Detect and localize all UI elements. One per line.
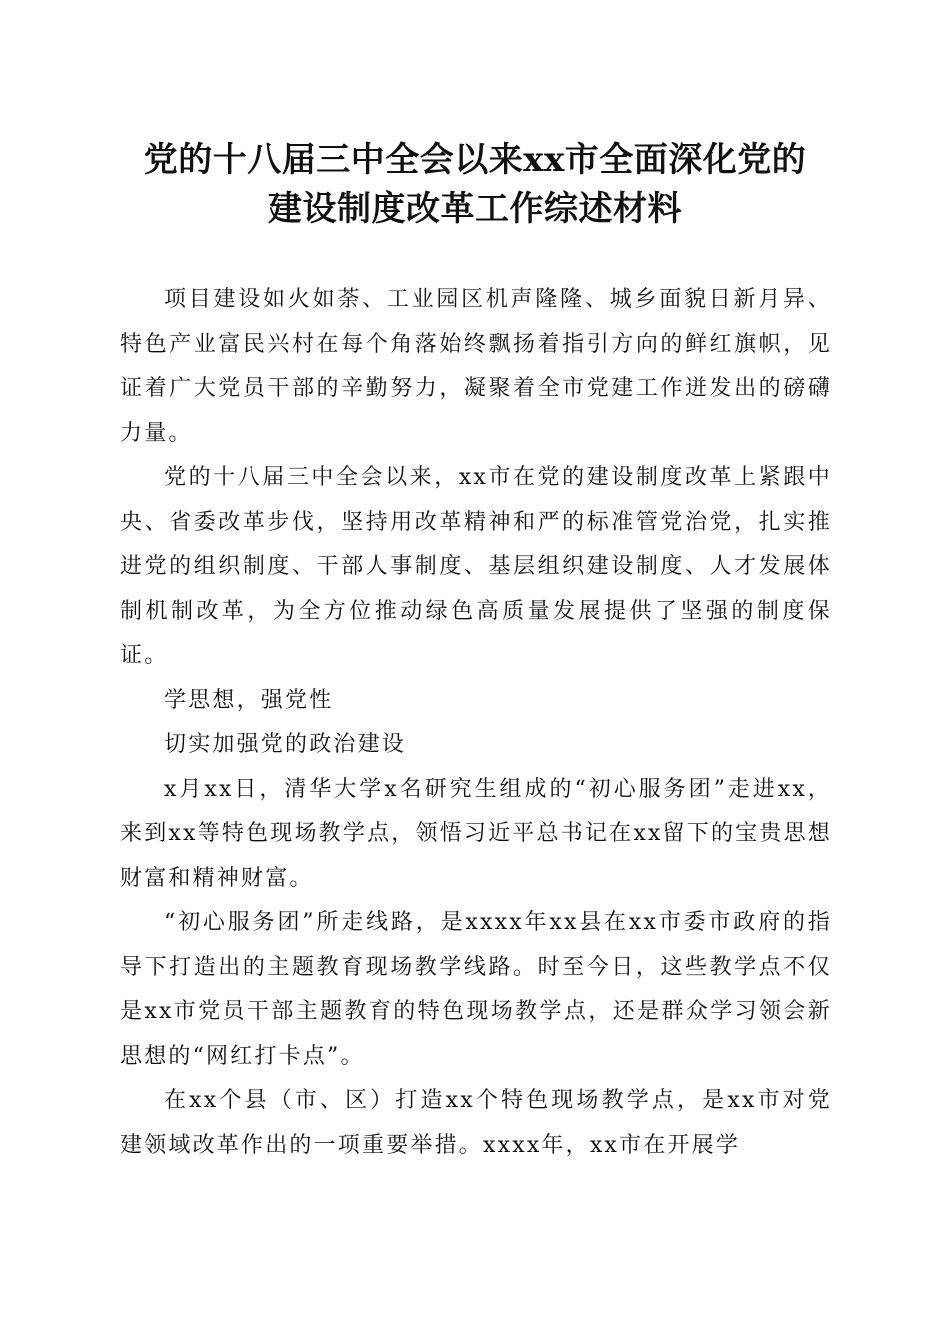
document-body [120,278,832,1168]
title-line-2: 建设制度改革工作综述材料 [268,189,682,229]
paragraph-service-team: x月xx日，清华大学x名研究生组成的“初心服务团”走进xx，来到xx等特色现场教学点，领悟习近平总书记在xx留下的宝贵思想财富和精神财富。 [120,776,832,891]
section-subheading: 切实加强党的政治建设 [164,732,407,757]
paragraph-teaching-points: 在xx个县（市、区）打造xx个特色现场教学点，是xx市对党建领域改革作出的一项重要举措。xxxx年，xx市在开展学 [120,1088,832,1158]
paragraph-overview: 党的十八届三中全会以来，xx市在党的建设制度改革上紧跟中央、省委改革步伐，坚持用改革精神和严的标准管党治党，扎实推进党的组织制度、干部人事制度、基层组织建设制度、人才发展体制机制改革，为全方位推动绿色高质量发展提供了坚强的制度保证。 [120,465,832,668]
document-title [100,136,850,234]
title-line-1: 党的十八届三中全会以来xx市全面深化党的 [143,140,807,180]
paragraph-route: “初心服务团”所走线路，是xxxx年xx县在xx市委市政府的指导下打造出的主题教育现场教学线路。时至今日，这些教学点不仅是xx市党员干部主题教育的特色现场教学点，还是群众学习领会新思想的“网红打卡点”。 [120,910,832,1069]
section-heading: 学思想，强党性 [164,687,334,713]
paragraph-intro: 项目建设如火如荼、工业园区机声隆隆、城乡面貌日新月异、特色产业富民兴村在每个角落始终飘扬着指引方向的鲜红旗帜，见证着广大党员干部的辛勤努力，凝聚着全市党建工作迸发出的磅礴力量。 [120,287,832,446]
